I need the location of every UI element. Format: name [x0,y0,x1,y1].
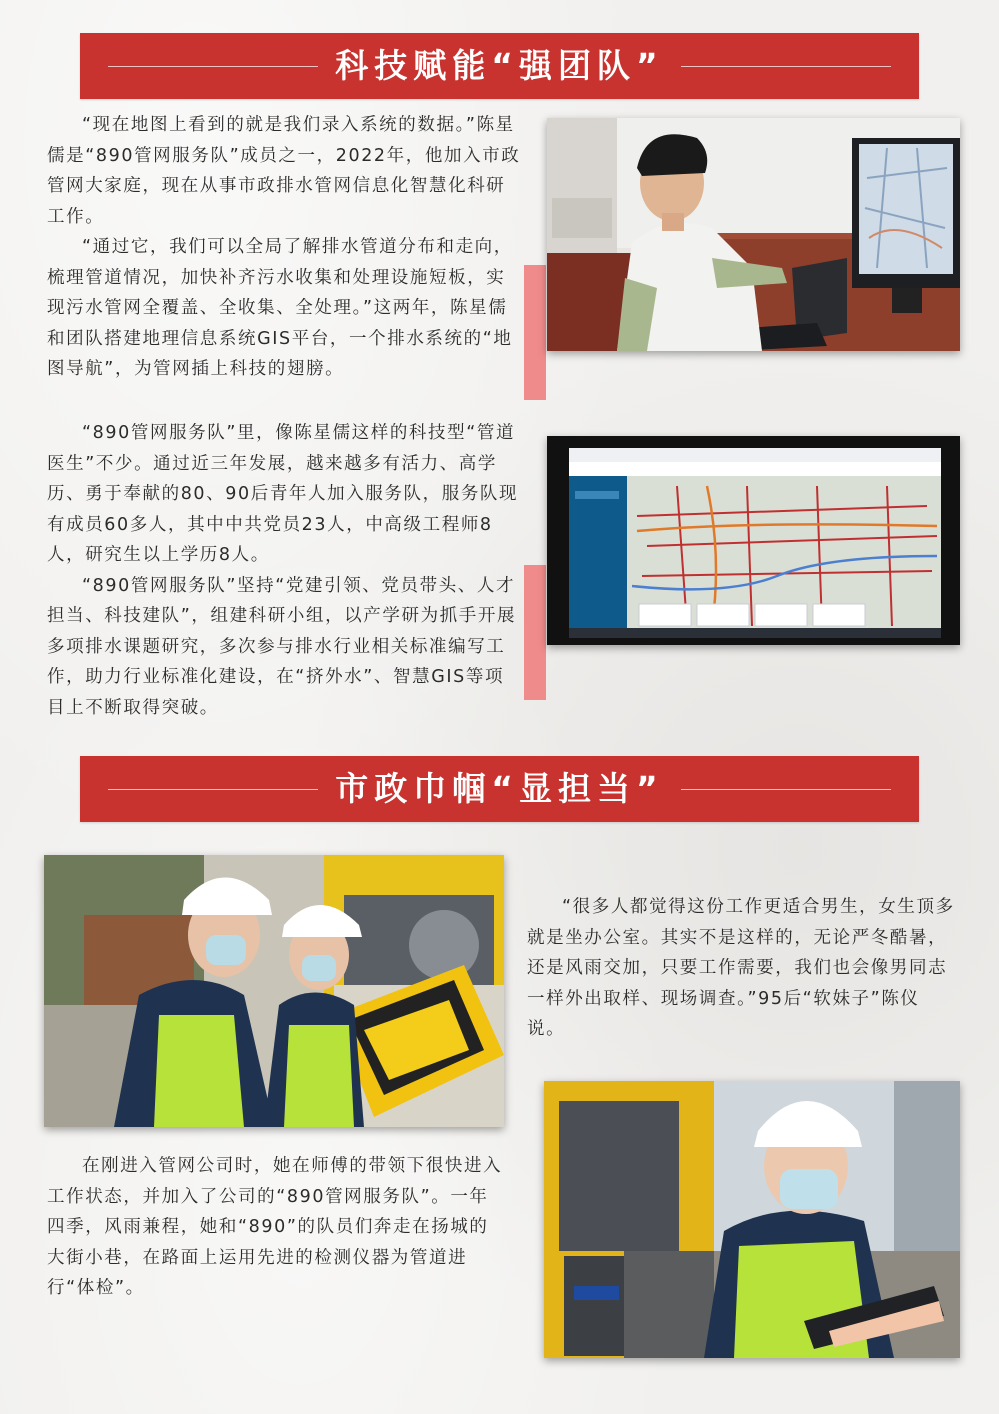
paragraph: “很多人都觉得这份工作更适合男生，女生顶多就是坐办公室。其实不是这样的，无论严冬酷暑，还是风雨交加，只要工作需要，我们也会像男同志一样外出取样、现场调查。”95后“软妹子”陈仪说。 [527,897,955,1039]
photo-man-at-computer [547,118,960,351]
paragraph: “现在地图上看到的就是我们录入系统的数据。”陈星儒是“890管网服务队”成员之一，2022年，他加入市政管网大家庭，现在从事市政排水管网信息化智慧化科研工作。 [47,115,521,227]
section-title: 科技赋能“强团队” [335,46,664,85]
paragraph: “890管网服务队”里，像陈星儒这样的科技型“管道医生”不少。通过近三年发展，越来越多有活力、高学历、勇于奉献的80、90后青年人加入服务队，服务队现有成员60多人，其中中共党员23人，中高级工程师8人，研究生以上学历8人。 [47,423,519,565]
photo-gis-map-screen [547,436,960,645]
section-banner-tech [80,33,919,99]
paragraph: “通过它，我们可以全局了解排水管道分布和走向，梳理管道情况，加快补齐污水收集和处理设施短板，实现污水管网全覆盖、全收集、全处理。”这两年，陈星儒和团队搭建地理信息系统GIS平台，一个排水系统的“地图导航”，为管网插上科技的翅膀。 [47,237,513,379]
photo-woman-with-tablet [544,1081,960,1358]
photo-illustration [547,436,960,645]
section-banner-women [80,756,919,822]
photo-two-women-with-device [44,855,504,1127]
paragraph: 在刚进入管网公司时，她在师傅的带领下很快进入工作状态，并加入了公司的“890管网服务队”。一年四季，风雨兼程，她和“890”的队员们奔走在扬城的大街小巷，在路面上运用先进的检测仪器为管道进行“体检”。 [47,1156,503,1298]
accent-bar [524,265,546,400]
article-text-block [47,418,523,723]
article-text-block [47,110,523,385]
photo-illustration [44,855,504,1127]
article-text-block [527,892,955,1045]
accent-bar [524,565,546,700]
article-text-block [47,1151,505,1304]
paragraph: “890管网服务队”坚持“党建引领、党员带头、人才担当、科技建队”，组建科研小组，以产学研为抓手开展多项排水课题研究，多次参与排水行业相关标准编写工作，助力行业标准化建设，在“挤外水”、智慧GIS等项目上不断取得突破。 [47,575,517,718]
photo-illustration [544,1081,960,1358]
photo-illustration [547,118,960,351]
section-title: 市政巾帼“显担当” [335,769,664,808]
